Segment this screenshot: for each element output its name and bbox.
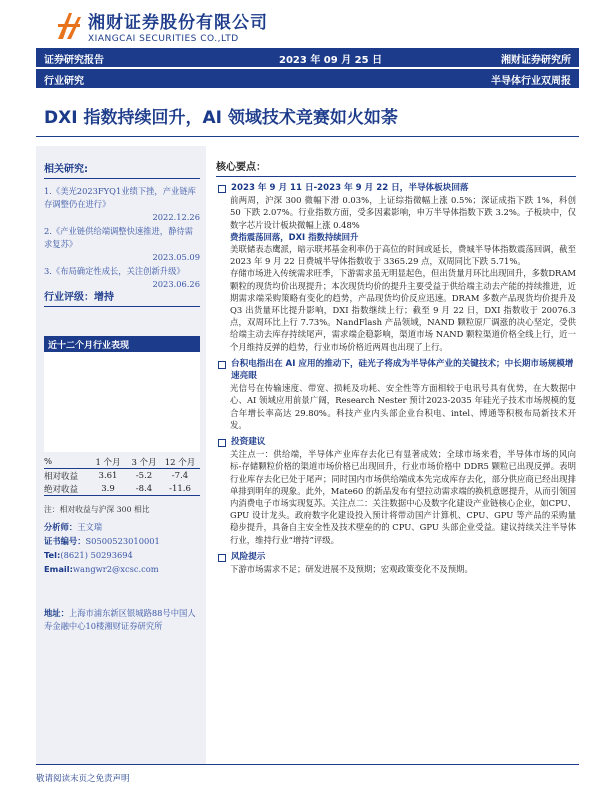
tel-label: Tel: xyxy=(44,550,61,560)
footer-divider xyxy=(36,764,579,765)
certificate-label: 证书编号： xyxy=(44,536,86,546)
company-name-en: XIANGCAI SECURITIES CO.,LTD xyxy=(88,34,239,44)
related-research xyxy=(44,160,200,290)
chart-heading-bar xyxy=(44,336,200,352)
address-label: 地址： xyxy=(44,608,69,618)
address-block xyxy=(44,607,200,633)
page-title: DXI 指数持续回升，AI 领域技术竞赛如火如荼 xyxy=(44,108,398,128)
xiangcai-logo-icon xyxy=(56,11,82,41)
industry-rating xyxy=(44,288,200,307)
related-item-title[interactable]: 2.《产业链供给端调整快速推进，静待需求复苏》 xyxy=(44,226,193,249)
table-cell: -7.4 xyxy=(171,470,189,481)
core-divider xyxy=(216,176,576,177)
title-divider xyxy=(36,136,579,137)
report-subtitle: 半导体行业双周报 xyxy=(491,76,571,87)
performance-chart-area xyxy=(44,352,200,452)
table-header-cell: 12 个月 xyxy=(164,457,196,468)
section-heading: 台积电指出在 AI 应用的推动下，硅光子将成为半导体产业的关键技术；中长期市场规模增速亮眼 xyxy=(216,358,576,382)
report-category: 行业研究 xyxy=(44,76,84,87)
paragraph: 下游市场需求不足；研发进展不及预期；宏观政策变化不及预期。 xyxy=(230,564,473,575)
paragraph: 存储市场进入传统需求旺季，下游需求虽无明显起色，但出货量月环比出现回升，多数DRAM颗粒的现货均价出现提升；本次现货均价的提升主要受益于供给端主动去产能的持续推进，近期需求端采购策略有变化的趋势，产品现货均价反应迅速。DRAM 多数产品现货均价提升及Q3 出货量环比提升影响，DXI 指数继续上行；截至 9 月 22 日，DXI 指数收于 20076.3 点，双周环比上行 7.73%。NandFlash 产品领域，NAND 颗粒原厂调涨的决心坚定，受供给端主动去库存持续尾声，需求端企稳影响，渠道市场 NAND 颗粒渠道价格全线上行，近一个月维持反弹的趋势，行业市场价格近两周也出现了上行。 xyxy=(230,268,576,352)
rating-divider xyxy=(44,306,200,307)
highlight-paragraph: 费指震荡回落，DXI 指数持续回升 xyxy=(230,231,359,242)
table-divider xyxy=(44,495,200,496)
table-row-label: 绝对收益 xyxy=(44,484,79,495)
performance-table xyxy=(44,455,200,496)
table-header-row xyxy=(44,455,200,468)
table-header-cell: 3 个月 xyxy=(131,457,157,468)
address-value: 上海市浦东新区银城路88号中国人寿金融中心10楼湘财证券研究所 xyxy=(44,608,196,631)
table-row xyxy=(44,469,200,482)
section-heading: 投资建议 xyxy=(216,436,576,448)
section-heading: 风险提示 xyxy=(216,551,576,563)
analyst-label: 分析师： xyxy=(44,522,78,532)
header-bar-top xyxy=(36,48,579,67)
email-label: Email: xyxy=(44,564,73,574)
related-item[interactable] xyxy=(44,265,200,290)
related-item[interactable] xyxy=(44,225,200,263)
table-cell: -5.2 xyxy=(135,470,153,481)
paragraph: 前两周，沪深 300 微幅下滑 0.03%，上证综指微幅上涨 0.5%；深证成指下跌 1%，科创 50 下跌 2.07%。行业指数方面，受多因素影响，申万半导体指数下跌 3.2%。子板块中，仅数字芯片设计板块微幅上涨 0.48% xyxy=(230,195,576,230)
section-silicon-photonics xyxy=(216,358,576,431)
report-type: 证券研究报告 xyxy=(44,55,104,66)
table-header-cell: 1 个月 xyxy=(95,457,121,468)
checkbox-bullet-icon xyxy=(218,439,226,447)
section-investment-advice xyxy=(216,436,576,546)
related-item-date: 2023.05.09 xyxy=(152,252,200,262)
related-heading: 相关研究: xyxy=(44,164,88,175)
section-heading: 2023 年 9 月 11 日-2023 年 9 月 22 日，半导体板块回落 xyxy=(216,182,576,194)
table-cell: -11.6 xyxy=(169,483,191,494)
email-link[interactable]: wangwr2@xcsc.com xyxy=(72,564,159,574)
checkbox-bullet-icon xyxy=(218,361,226,369)
paragraph: 关注点一：供给端，半导体产业库存去化已有显著成效；全球市场来看，半导体市场的风向标-存储颗粒价格的渠道市场价格已出现回升，行业市场价格中 DDR5 颗粒已出现反弹。表明行业库存去化已处于尾声；同时国内市场供给端成本先完成库存去化，部分供应商已经出现排单排到明年的现象。此外，Mate60 的新品发布有望拉动需求端的换机意愿提升，从而引领国内消费电子市场实现复苏。关注点二：关注数据中心及数字化建设产业链核心企业，如CPU、GPU 设计龙头。政府数字化建设投入预计将带动国产计算机、CPU、GPU 等产品的采购量稳步提升，具备自主安全性及技术壁垒的的 CPU、GPU 头部企业受益。建议持续关注半导体行业，维持行业“增持”评级。 xyxy=(230,449,576,545)
certificate-number: S0500523010001 xyxy=(85,536,160,546)
tel-value: (8621) 50293694 xyxy=(60,550,133,560)
checkbox-bullet-icon xyxy=(218,554,226,562)
related-item-title[interactable]: 1.《美光2023FYQ1业绩下挫，产业链库存调整仍在进行》 xyxy=(44,186,196,209)
table-cell: 3.9 xyxy=(101,483,115,494)
table-cell: -8.4 xyxy=(135,483,153,494)
table-note: 注：相对收益与沪深 300 相比 xyxy=(44,505,150,514)
table-cell: 3.61 xyxy=(98,470,118,481)
checkbox-bullet-icon xyxy=(218,185,226,193)
table-header-cell: % xyxy=(44,456,53,467)
analyst-info xyxy=(44,520,200,576)
core-heading: 核心要点： xyxy=(216,162,266,173)
disclaimer-link[interactable]: 敬请阅读末页之免责声明 xyxy=(36,774,130,784)
rating-label: 行业评级：增持 xyxy=(44,292,114,303)
paragraph: 光信号在传输速度、带宽、损耗及功耗、安全性等方面相较于电讯号具有优势，在大数据中心、AI 领域应用前景广阔，Research Nester 预计2023-2035 年硅光子技术市场规模的复合年增长率高达 29.80%。科技产业内头部企业台积电、intel、博通等积极布局新技术开发。 xyxy=(230,383,576,430)
section-risk xyxy=(216,551,576,575)
analyst-name: 王文瑞 xyxy=(77,522,103,532)
table-row xyxy=(44,482,200,495)
section-market xyxy=(216,182,576,353)
related-item[interactable] xyxy=(44,185,200,223)
main-content xyxy=(216,158,576,575)
related-divider xyxy=(44,178,200,179)
header-bar-bottom xyxy=(36,69,579,88)
report-date: 2023 年 09 月 25 日 xyxy=(279,55,383,66)
company-name-cn: 湘财证券股份有限公司 xyxy=(88,13,268,33)
chart-heading: 近十二个月行业表现 xyxy=(48,341,130,351)
table-row-label: 相对收益 xyxy=(44,471,79,482)
institute-name: 湘财证券研究所 xyxy=(501,55,571,66)
paragraph: 美联储表态鹰派，暗示联邦基金利率仍于高位的时间或延长，费城半导体指数震荡回调，截至 2023 年 9 月 22 日费城半导体指数收于 3365.29 点，双周同比下跌 5.71%。 xyxy=(230,244,576,267)
related-item-title[interactable]: 3.《布局确定性成长，关注创新升级》 xyxy=(44,266,185,276)
related-item-date: 2022.12.26 xyxy=(152,212,200,222)
related-item-date: 2023.06.26 xyxy=(152,279,200,289)
company-logo xyxy=(56,8,268,44)
